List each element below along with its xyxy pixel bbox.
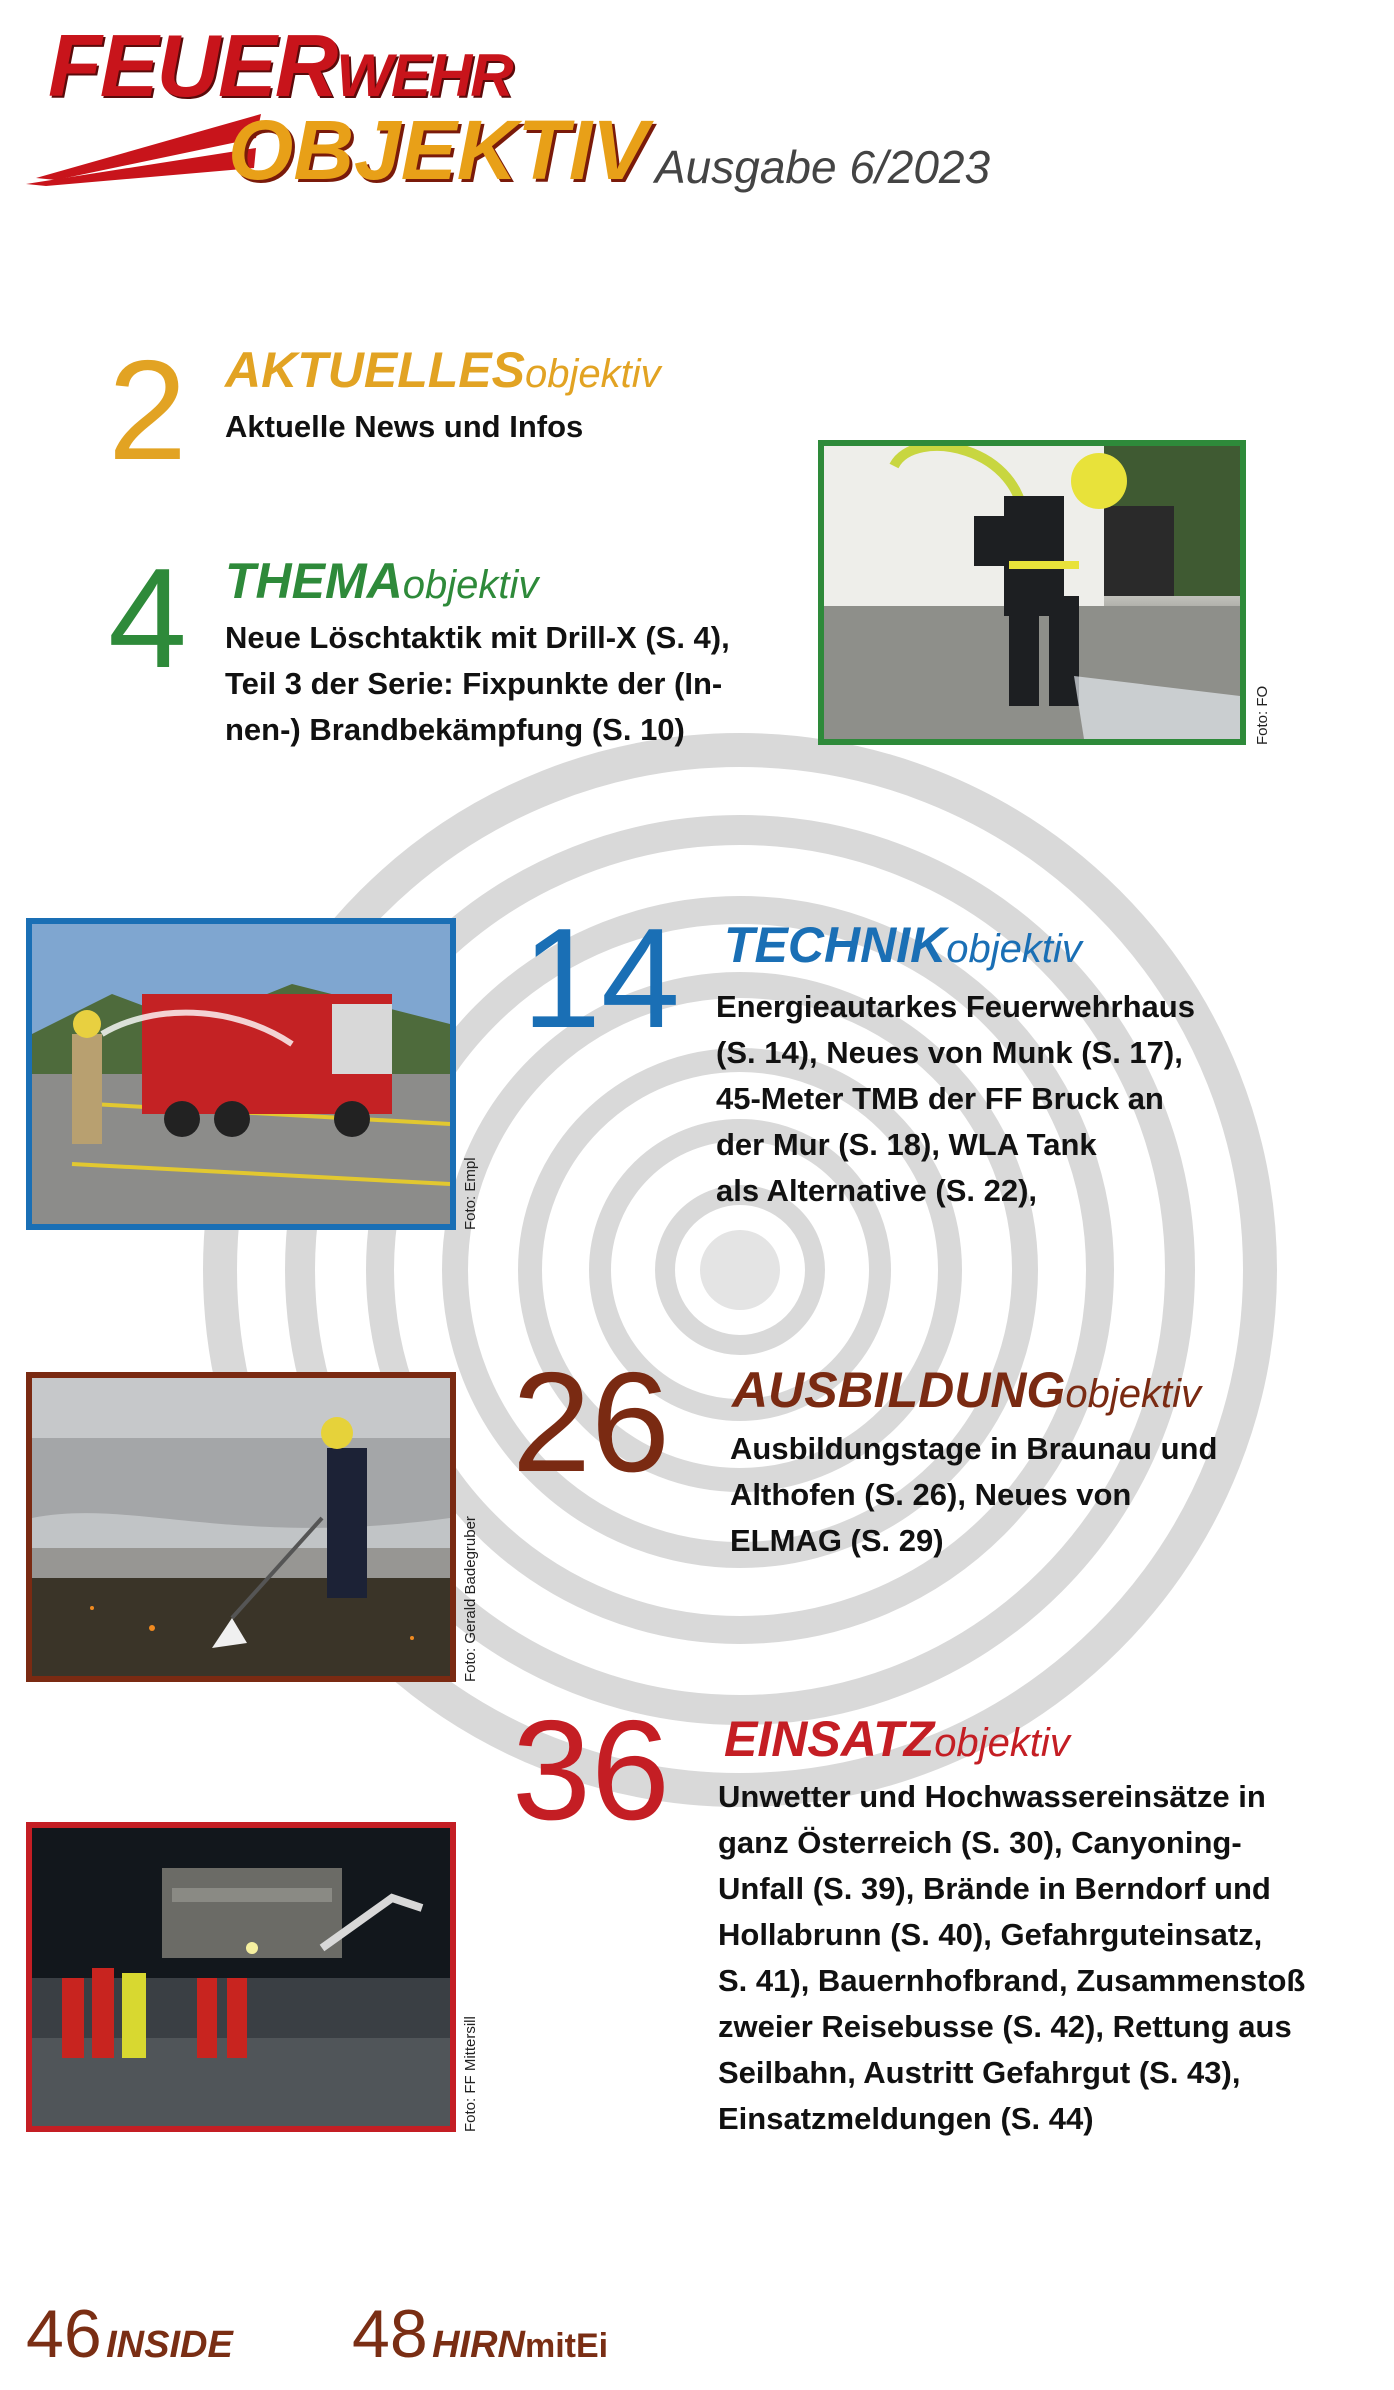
title-light: objektiv — [402, 563, 539, 607]
logo-objektiv: OBJEKTIV — [228, 103, 649, 197]
section-text-einsatz: Unwetter und Hochwassereinsätze in ganz Österreich (S. 30), Canyoning- Unfall (S. 39), Brände in Berndorf und Hollabrunn (S. 40), Gefahrguteinsatz, S. 41), Bauernhofbrand, Zusammenstoß zweier Reisebusse (S. 42), Rettung aus Seilbahn, Austritt Gefahrgut (S. 43), Einsatzmeldungen (S. 44) — [718, 1779, 1306, 2136]
section-title-thema — [225, 553, 539, 609]
footer-label-hirn: HIRN — [432, 2324, 525, 2366]
photo-ausbildung-grassfire — [26, 1372, 456, 1682]
title-light: objektiv — [934, 1721, 1070, 1765]
section-page-aktuelles: 2 — [108, 331, 187, 490]
photo-credit-einsatz: Foto: FF Mittersill — [462, 2016, 479, 2132]
title-light: objektiv — [946, 927, 1082, 971]
title-strong: TECHNIK — [724, 917, 947, 973]
section-page-technik: 14 — [522, 899, 680, 1058]
footer-page-hirnmitei: 48 — [352, 2296, 428, 2372]
section-page-thema: 4 — [108, 539, 187, 698]
section-title-technik — [724, 917, 1082, 973]
section-text-technik: Energieautarkes Feuerwehrhaus (S. 14), Neues von Munk (S. 17), 45-Meter TMB der FF Bruck an der Mur (S. 18), WLA Tank als Alternative (S. 22), — [716, 989, 1195, 1208]
section-page-ausbildung: 26 — [512, 1343, 670, 1502]
photo-technik-tanker — [26, 918, 456, 1230]
title-light: objektiv — [1065, 1372, 1201, 1416]
logo-feuer: FEUER — [48, 16, 337, 115]
section-title-aktuelles — [225, 342, 661, 398]
title-strong: THEMA — [225, 553, 403, 609]
title-light: objektiv — [525, 352, 661, 396]
footer-page-inside: 46 — [26, 2296, 102, 2372]
photo-thema-firefighter — [818, 440, 1246, 745]
footer-inside — [26, 2296, 233, 2372]
section-title-einsatz — [724, 1711, 1070, 1767]
section-text-thema: Neue Löschtaktik mit Drill-X (S. 4), Teil 3 der Serie: Fixpunkte der (In- nen-) Brandbekämpfung (S. 10) — [225, 620, 730, 747]
photo-einsatz-night — [26, 1822, 456, 2132]
section-title-ausbildung — [732, 1362, 1201, 1418]
photo-credit-ausbildung: Foto: Gerald Badegruber — [462, 1516, 479, 1682]
section-text-aktuelles: Aktuelle News und Infos — [225, 409, 584, 444]
photo-thema-drawing — [824, 446, 1240, 739]
logo-wehr: WEHR — [336, 42, 512, 109]
photo-einsatz-drawing — [32, 1828, 450, 2126]
title-strong: AKTUELLES — [225, 342, 525, 398]
section-page-einsatz: 36 — [512, 1691, 670, 1850]
logo-feuerwehr — [48, 16, 512, 115]
photo-credit-thema: Foto: FO — [1254, 685, 1271, 745]
footer-label-mitei: mitEi — [524, 2327, 609, 2365]
photo-ausbildung-drawing — [32, 1378, 450, 1676]
footer-label-inside: INSIDE — [106, 2324, 233, 2366]
footer-hirnmitei — [352, 2296, 609, 2372]
title-strong: AUSBILDUNG — [732, 1362, 1066, 1418]
title-strong: EINSATZ — [724, 1711, 935, 1767]
photo-technik-drawing — [32, 924, 450, 1224]
photo-credit-technik: Foto: Empl — [462, 1157, 479, 1230]
section-text-ausbildung: Ausbildungstage in Braunau und Althofen (S. 26), Neues von ELMAG (S. 29) — [730, 1431, 1218, 1558]
issue-number: Ausgabe 6/2023 — [655, 141, 991, 193]
